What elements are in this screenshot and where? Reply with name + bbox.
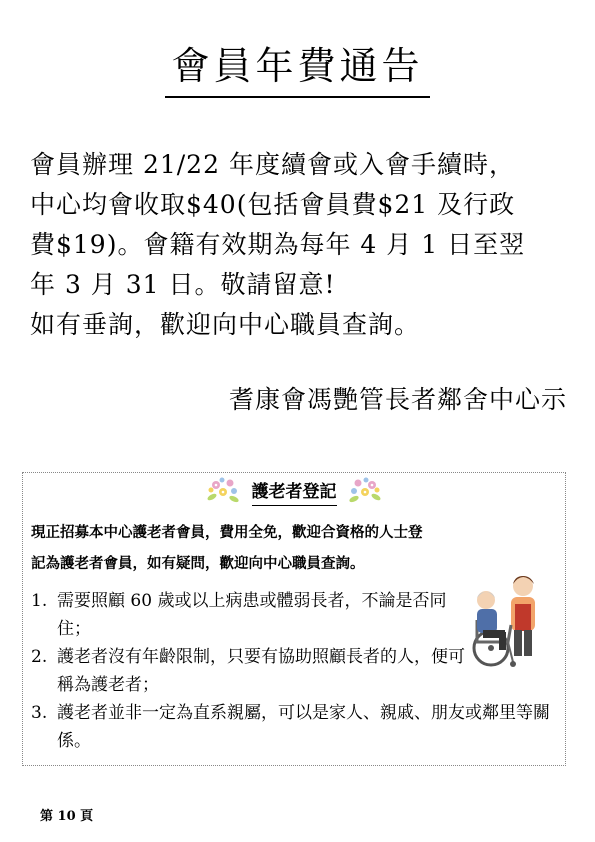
list-item-number: 2. <box>31 647 48 667</box>
notice-line: 會員辦理 21/22 年度續會或入會手續時， <box>30 150 515 179</box>
list-item-text: 需要照顧 60 歲或以上病患或體弱長者，不論是否同住； <box>57 591 447 639</box>
list-item-number: 3. <box>31 703 48 723</box>
caregiver-heading: 護老者登記 <box>252 479 337 506</box>
list-item-text: 護老者沒有年齡限制，只要有協助照顧長者的人，便可稱為護老者； <box>57 647 465 695</box>
caregiver-intro-line: 現正招募本中心護老者會員，費用全免，歡迎合資格的人士登 <box>31 524 423 541</box>
caregiver-intro-line: 記為護老者會員，如有疑問，歡迎向中心職員查詢。 <box>31 555 365 572</box>
notice-line: 中心均會收取$40(包括會員費$21 及行政 <box>30 190 516 219</box>
notice-signature: 耆康會馮艷管長者鄰舍中心示 <box>228 385 567 414</box>
list-item-number: 1. <box>31 591 48 611</box>
flower-icon <box>348 475 382 509</box>
notice-line: 費$19)。會籍有效期為每年 4 月 1 日至翌 <box>30 230 526 259</box>
notice-title: 會員年費通告 <box>165 38 429 98</box>
notice-line: 年 3 月 31 日。敬請留意! <box>30 270 336 299</box>
notice-line: 如有垂詢，歡迎向中心職員查詢。 <box>30 310 421 339</box>
list-item <box>31 699 559 755</box>
notice-title-wrap <box>0 38 595 98</box>
flower-icon <box>206 475 240 509</box>
notice-body <box>30 145 570 345</box>
caregiver-heading-row <box>23 475 565 509</box>
page-number: 第 10 頁 <box>40 809 94 824</box>
caregiver-wheelchair-icon <box>453 570 553 670</box>
list-item-text: 護老者並非一定為直系親屬，可以是家人、親戚、朋友或鄰里等關係。 <box>57 703 550 751</box>
